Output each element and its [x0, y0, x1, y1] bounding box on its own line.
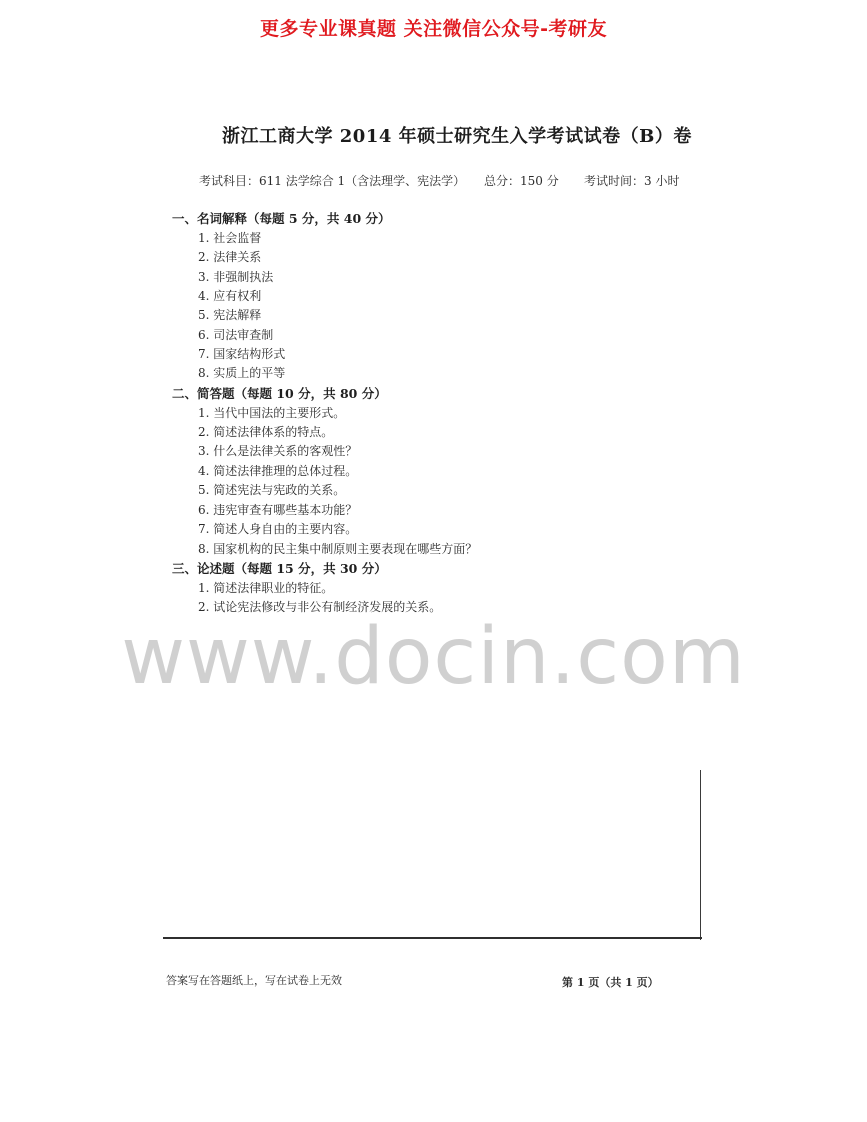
section-title-short-answer: 二、简答题（每题 10 分，共 80 分）	[172, 386, 387, 401]
page-border-right	[700, 770, 701, 940]
question-item: 7. 国家结构形式	[198, 347, 286, 361]
question-item: 1. 社会监督	[198, 231, 262, 245]
question-item: 5. 简述宪法与宪政的关系。	[198, 483, 346, 497]
question-item: 3. 什么是法律关系的客观性？	[198, 444, 358, 458]
exam-title: 浙江工商大学 2014 年硕士研究生入学考试试卷（B）卷	[222, 126, 692, 147]
answer-instruction: 答案写在答题纸上，写在试卷上无效	[166, 974, 342, 987]
question-item: 2. 法律关系	[198, 250, 262, 264]
exam-total-score: 总分：150 分	[484, 174, 559, 188]
promo-banner: 更多专业课真题 关注微信公众号-考研友	[259, 18, 607, 40]
question-item: 1. 简述法律职业的特征。	[198, 581, 334, 595]
section-title-essay: 三、论述题（每题 15 分，共 30 分）	[172, 561, 387, 576]
site-watermark: www.docin.com	[121, 612, 746, 702]
question-item: 5. 宪法解释	[198, 308, 262, 322]
page-border-bottom	[163, 937, 702, 939]
question-item: 1. 当代中国法的主要形式。	[198, 406, 346, 420]
question-item: 2. 试论宪法修改与非公有制经济发展的关系。	[198, 600, 442, 614]
section-title-terms: 一、名词解释（每题 5 分，共 40 分）	[172, 211, 391, 226]
question-item: 8. 国家机构的民主集中制原则主要表现在哪些方面？	[198, 542, 478, 556]
question-item: 2. 简述法律体系的特点。	[198, 425, 334, 439]
question-item: 4. 应有权利	[198, 289, 262, 303]
page-number: 第 1 页（共 1 页）	[562, 976, 659, 989]
question-item: 7. 简述人身自由的主要内容。	[198, 522, 358, 536]
question-item: 8. 实质上的平等	[198, 366, 286, 380]
question-item: 3. 非强制执法	[198, 270, 274, 284]
question-item: 6. 司法审查制	[198, 328, 274, 342]
question-item: 6. 违宪审查有哪些基本功能？	[198, 503, 358, 517]
exam-subject: 考试科目：611 法学综合 1（含法理学、宪法学）	[199, 174, 466, 188]
exam-duration: 考试时间：3 小时	[584, 174, 680, 188]
question-item: 4. 简述法律推理的总体过程。	[198, 464, 358, 478]
